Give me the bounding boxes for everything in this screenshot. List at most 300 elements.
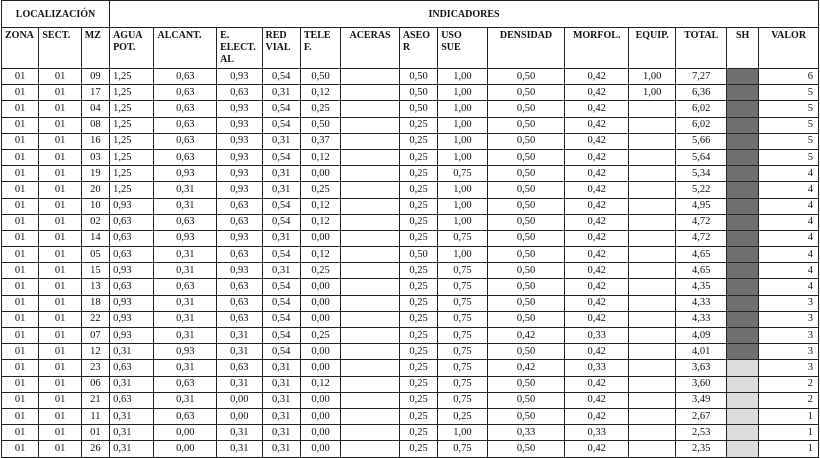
cell-agua: 0,63 [110, 230, 154, 246]
cell-telef: 0,50 [300, 69, 340, 85]
cell-valor: 3 [759, 295, 819, 311]
cell-uso: 1,00 [438, 214, 487, 230]
cell-agua: 0,31 [110, 441, 154, 457]
cell-red: 0,31 [262, 408, 300, 424]
group-header-localizacion: LOCALIZACIÓN [2, 1, 110, 28]
cell-uso: 1,00 [438, 149, 487, 165]
cell-aceras [341, 328, 400, 344]
cell-equip [629, 247, 676, 263]
cell-zona: 01 [2, 182, 39, 198]
column-header: ASEO R [399, 28, 437, 69]
cell-mz: 23 [81, 360, 109, 376]
cell-aceras [341, 117, 400, 133]
cell-total: 5,22 [676, 182, 726, 198]
cell-sect: 01 [39, 376, 81, 392]
cell-aseo: 0,50 [399, 69, 437, 85]
cell-mz: 12 [81, 344, 109, 360]
cell-total: 4,72 [676, 230, 726, 246]
cell-dens: 0,50 [487, 408, 565, 424]
table-body [2, 69, 819, 458]
cell-total: 2,53 [676, 425, 726, 441]
cell-alcant: 0,63 [154, 69, 217, 85]
cell-equip [629, 117, 676, 133]
cell-agua: 0,31 [110, 408, 154, 424]
cell-elect: 0,93 [217, 149, 262, 165]
indicator-table [1, 0, 819, 458]
cell-alcant: 0,63 [154, 279, 217, 295]
sh-cell [726, 295, 758, 311]
cell-total: 4,01 [676, 344, 726, 360]
cell-agua: 1,25 [110, 69, 154, 85]
cell-equip [629, 441, 676, 457]
cell-zona: 01 [2, 166, 39, 182]
cell-telef: 0,12 [300, 198, 340, 214]
cell-agua: 0,63 [110, 392, 154, 408]
sh-cell [726, 101, 758, 117]
cell-agua: 1,25 [110, 85, 154, 101]
cell-valor: 4 [759, 247, 819, 263]
sh-cell [726, 247, 758, 263]
cell-uso: 1,00 [438, 182, 487, 198]
cell-mz: 01 [81, 425, 109, 441]
cell-aceras [341, 214, 400, 230]
cell-aceras [341, 408, 400, 424]
cell-aceras [341, 69, 400, 85]
cell-valor: 1 [759, 441, 819, 457]
cell-dens: 0,50 [487, 295, 565, 311]
cell-red: 0,31 [262, 166, 300, 182]
cell-elect: 0,63 [217, 295, 262, 311]
cell-equip [629, 376, 676, 392]
cell-zona: 01 [2, 198, 39, 214]
cell-sect: 01 [39, 311, 81, 327]
cell-telef: 0,50 [300, 117, 340, 133]
cell-alcant: 0,63 [154, 117, 217, 133]
cell-elect: 0,93 [217, 101, 262, 117]
column-header-row [2, 28, 819, 69]
cell-aseo: 0,25 [399, 295, 437, 311]
cell-mz: 13 [81, 279, 109, 295]
cell-mz: 18 [81, 295, 109, 311]
cell-aseo: 0,25 [399, 360, 437, 376]
cell-agua: 1,25 [110, 149, 154, 165]
cell-morf: 0,42 [565, 376, 629, 392]
cell-red: 0,54 [262, 117, 300, 133]
cell-sect: 01 [39, 247, 81, 263]
cell-zona: 01 [2, 247, 39, 263]
cell-sect: 01 [39, 149, 81, 165]
cell-agua: 0,63 [110, 360, 154, 376]
cell-red: 0,54 [262, 247, 300, 263]
cell-dens: 0,33 [487, 425, 565, 441]
sh-cell [726, 311, 758, 327]
column-header: ZONA [2, 28, 39, 69]
cell-equip [629, 166, 676, 182]
cell-alcant: 0,31 [154, 311, 217, 327]
group-header-indicadores: INDICADORES [110, 1, 819, 28]
cell-morf: 0,42 [565, 117, 629, 133]
cell-telef: 0,00 [300, 360, 340, 376]
cell-sect: 01 [39, 263, 81, 279]
cell-aceras [341, 295, 400, 311]
cell-elect: 0,31 [217, 376, 262, 392]
cell-uso: 1,00 [438, 117, 487, 133]
sh-cell [726, 230, 758, 246]
cell-alcant: 0,93 [154, 344, 217, 360]
cell-mz: 22 [81, 311, 109, 327]
cell-dens: 0,50 [487, 117, 565, 133]
cell-equip [629, 360, 676, 376]
cell-alcant: 0,63 [154, 133, 217, 149]
cell-valor: 5 [759, 133, 819, 149]
cell-valor: 5 [759, 117, 819, 133]
cell-dens: 0,50 [487, 85, 565, 101]
table-row [2, 360, 819, 376]
cell-agua: 0,93 [110, 311, 154, 327]
cell-red: 0,31 [262, 360, 300, 376]
cell-alcant: 0,63 [154, 149, 217, 165]
cell-equip [629, 182, 676, 198]
cell-valor: 5 [759, 101, 819, 117]
cell-alcant: 0,31 [154, 198, 217, 214]
cell-red: 0,31 [262, 182, 300, 198]
column-header: TELE F. [300, 28, 340, 69]
cell-elect: 0,63 [217, 360, 262, 376]
cell-equip [629, 198, 676, 214]
cell-sect: 01 [39, 408, 81, 424]
cell-valor: 3 [759, 311, 819, 327]
cell-zona: 01 [2, 69, 39, 85]
column-header: VALOR [759, 28, 819, 69]
cell-total: 4,33 [676, 311, 726, 327]
cell-red: 0,31 [262, 133, 300, 149]
sh-cell [726, 279, 758, 295]
cell-valor: 4 [759, 263, 819, 279]
cell-dens: 0,50 [487, 182, 565, 198]
cell-uso: 1,00 [438, 198, 487, 214]
cell-total: 4,95 [676, 198, 726, 214]
cell-morf: 0,42 [565, 149, 629, 165]
cell-aseo: 0,25 [399, 328, 437, 344]
cell-telef: 0,12 [300, 376, 340, 392]
table-row [2, 117, 819, 133]
cell-dens: 0,50 [487, 344, 565, 360]
cell-sect: 01 [39, 392, 81, 408]
cell-zona: 01 [2, 360, 39, 376]
cell-alcant: 0,31 [154, 328, 217, 344]
cell-aseo: 0,25 [399, 408, 437, 424]
table-row [2, 85, 819, 101]
cell-red: 0,54 [262, 198, 300, 214]
cell-sect: 01 [39, 425, 81, 441]
cell-aseo: 0,25 [399, 441, 437, 457]
cell-total: 2,67 [676, 408, 726, 424]
cell-valor: 3 [759, 344, 819, 360]
cell-red: 0,31 [262, 376, 300, 392]
cell-red: 0,31 [262, 230, 300, 246]
cell-elect: 0,63 [217, 311, 262, 327]
cell-valor: 4 [759, 230, 819, 246]
cell-alcant: 0,31 [154, 182, 217, 198]
cell-aseo: 0,25 [399, 344, 437, 360]
cell-zona: 01 [2, 149, 39, 165]
table-row [2, 214, 819, 230]
cell-total: 6,02 [676, 117, 726, 133]
cell-dens: 0,50 [487, 376, 565, 392]
sh-cell [726, 214, 758, 230]
cell-dens: 0,50 [487, 263, 565, 279]
cell-morf: 0,42 [565, 295, 629, 311]
cell-mz: 08 [81, 117, 109, 133]
cell-dens: 0,50 [487, 198, 565, 214]
cell-equip [629, 425, 676, 441]
column-header: TOTAL [676, 28, 726, 69]
cell-zona: 01 [2, 295, 39, 311]
cell-aceras [341, 198, 400, 214]
cell-agua: 0,93 [110, 198, 154, 214]
column-header: RED VIAL [262, 28, 300, 69]
cell-elect: 0,31 [217, 344, 262, 360]
cell-elect: 0,93 [217, 263, 262, 279]
cell-equip: 1,00 [629, 69, 676, 85]
cell-dens: 0,50 [487, 69, 565, 85]
sh-cell [726, 376, 758, 392]
sh-cell [726, 328, 758, 344]
cell-mz: 26 [81, 441, 109, 457]
cell-aceras [341, 441, 400, 457]
cell-valor: 3 [759, 360, 819, 376]
cell-equip [629, 295, 676, 311]
cell-telef: 0,00 [300, 441, 340, 457]
cell-morf: 0,42 [565, 408, 629, 424]
cell-mz: 03 [81, 149, 109, 165]
cell-alcant: 0,31 [154, 392, 217, 408]
cell-uso: 1,00 [438, 425, 487, 441]
cell-sect: 01 [39, 69, 81, 85]
cell-aceras [341, 166, 400, 182]
cell-aseo: 0,50 [399, 85, 437, 101]
cell-agua: 1,25 [110, 101, 154, 117]
cell-alcant: 0,31 [154, 295, 217, 311]
cell-elect: 0,63 [217, 279, 262, 295]
cell-valor: 4 [759, 182, 819, 198]
cell-aceras [341, 344, 400, 360]
cell-red: 0,54 [262, 69, 300, 85]
cell-red: 0,54 [262, 295, 300, 311]
cell-elect: 0,93 [217, 182, 262, 198]
cell-zona: 01 [2, 425, 39, 441]
cell-mz: 02 [81, 214, 109, 230]
cell-morf: 0,42 [565, 392, 629, 408]
column-header: ALCANT. [154, 28, 217, 69]
cell-sect: 01 [39, 198, 81, 214]
cell-morf: 0,42 [565, 247, 629, 263]
sh-cell [726, 166, 758, 182]
cell-valor: 6 [759, 69, 819, 85]
cell-red: 0,31 [262, 425, 300, 441]
cell-sect: 01 [39, 166, 81, 182]
cell-equip [629, 311, 676, 327]
table-row [2, 198, 819, 214]
cell-equip [629, 230, 676, 246]
cell-dens: 0,50 [487, 392, 565, 408]
cell-morf: 0,42 [565, 311, 629, 327]
cell-morf: 0,42 [565, 198, 629, 214]
cell-total: 7,27 [676, 69, 726, 85]
cell-telef: 0,00 [300, 279, 340, 295]
cell-aseo: 0,25 [399, 198, 437, 214]
column-header: ACERAS [341, 28, 400, 69]
cell-dens: 0,42 [487, 360, 565, 376]
cell-equip [629, 133, 676, 149]
cell-uso: 1,00 [438, 85, 487, 101]
cell-uso: 0,75 [438, 392, 487, 408]
cell-uso: 0,75 [438, 441, 487, 457]
cell-telef: 0,12 [300, 85, 340, 101]
cell-total: 3,60 [676, 376, 726, 392]
cell-agua: 1,25 [110, 166, 154, 182]
column-header: MZ [81, 28, 109, 69]
cell-zona: 01 [2, 408, 39, 424]
cell-total: 6,36 [676, 85, 726, 101]
cell-agua: 1,25 [110, 182, 154, 198]
cell-morf: 0,42 [565, 214, 629, 230]
cell-aceras [341, 149, 400, 165]
cell-aseo: 0,25 [399, 425, 437, 441]
cell-alcant: 0,31 [154, 263, 217, 279]
cell-total: 5,34 [676, 166, 726, 182]
cell-morf: 0,42 [565, 133, 629, 149]
table-row [2, 328, 819, 344]
cell-morf: 0,33 [565, 425, 629, 441]
cell-uso: 0,75 [438, 344, 487, 360]
cell-sect: 01 [39, 279, 81, 295]
cell-aseo: 0,50 [399, 247, 437, 263]
cell-telef: 0,12 [300, 149, 340, 165]
cell-aceras [341, 263, 400, 279]
cell-aceras [341, 360, 400, 376]
column-header: AGUA POT. [110, 28, 154, 69]
table-row [2, 425, 819, 441]
cell-elect: 0,00 [217, 392, 262, 408]
table-row [2, 133, 819, 149]
cell-morf: 0,42 [565, 230, 629, 246]
cell-red: 0,54 [262, 279, 300, 295]
cell-total: 4,65 [676, 263, 726, 279]
cell-valor: 2 [759, 376, 819, 392]
cell-zona: 01 [2, 117, 39, 133]
table-row [2, 101, 819, 117]
cell-total: 4,09 [676, 328, 726, 344]
cell-mz: 09 [81, 69, 109, 85]
table-row [2, 166, 819, 182]
cell-aseo: 0,25 [399, 149, 437, 165]
cell-agua: 0,63 [110, 214, 154, 230]
cell-dens: 0,50 [487, 247, 565, 263]
cell-valor: 5 [759, 85, 819, 101]
cell-dens: 0,50 [487, 149, 565, 165]
cell-zona: 01 [2, 133, 39, 149]
sh-cell [726, 425, 758, 441]
cell-telef: 0,00 [300, 230, 340, 246]
cell-morf: 0,42 [565, 279, 629, 295]
sh-cell [726, 149, 758, 165]
cell-valor: 1 [759, 408, 819, 424]
cell-aseo: 0,25 [399, 214, 437, 230]
cell-aceras [341, 279, 400, 295]
cell-valor: 3 [759, 328, 819, 344]
cell-uso: 0,75 [438, 279, 487, 295]
cell-dens: 0,50 [487, 214, 565, 230]
cell-alcant: 0,00 [154, 441, 217, 457]
cell-mz: 11 [81, 408, 109, 424]
cell-alcant: 0,63 [154, 85, 217, 101]
cell-telef: 0,37 [300, 133, 340, 149]
cell-telef: 0,25 [300, 328, 340, 344]
cell-equip [629, 392, 676, 408]
cell-elect: 0,31 [217, 425, 262, 441]
cell-agua: 0,31 [110, 425, 154, 441]
sh-cell [726, 85, 758, 101]
cell-valor: 4 [759, 214, 819, 230]
column-header: E. ELECT. AL [217, 28, 262, 69]
cell-telef: 0,25 [300, 263, 340, 279]
cell-red: 0,31 [262, 392, 300, 408]
cell-sect: 01 [39, 230, 81, 246]
cell-aceras [341, 376, 400, 392]
cell-agua: 0,63 [110, 247, 154, 263]
cell-alcant: 0,31 [154, 360, 217, 376]
sh-cell [726, 408, 758, 424]
cell-elect: 0,31 [217, 441, 262, 457]
cell-aceras [341, 182, 400, 198]
cell-sect: 01 [39, 360, 81, 376]
sh-cell [726, 117, 758, 133]
cell-dens: 0,50 [487, 101, 565, 117]
cell-aseo: 0,25 [399, 133, 437, 149]
cell-valor: 2 [759, 392, 819, 408]
cell-red: 0,54 [262, 101, 300, 117]
cell-mz: 14 [81, 230, 109, 246]
cell-zona: 01 [2, 441, 39, 457]
cell-aceras [341, 392, 400, 408]
cell-morf: 0,42 [565, 344, 629, 360]
cell-alcant: 0,63 [154, 214, 217, 230]
cell-aseo: 0,25 [399, 279, 437, 295]
cell-valor: 5 [759, 149, 819, 165]
cell-dens: 0,42 [487, 328, 565, 344]
cell-uso: 0,75 [438, 360, 487, 376]
cell-mz: 10 [81, 198, 109, 214]
cell-telef: 0,00 [300, 166, 340, 182]
cell-uso: 0,25 [438, 408, 487, 424]
cell-elect: 0,31 [217, 328, 262, 344]
sh-cell [726, 360, 758, 376]
cell-telef: 0,00 [300, 392, 340, 408]
cell-elect: 0,93 [217, 133, 262, 149]
cell-alcant: 0,93 [154, 230, 217, 246]
cell-aceras [341, 425, 400, 441]
cell-elect: 0,63 [217, 198, 262, 214]
cell-zona: 01 [2, 328, 39, 344]
cell-zona: 01 [2, 85, 39, 101]
cell-equip [629, 408, 676, 424]
cell-elect: 0,63 [217, 214, 262, 230]
cell-equip [629, 214, 676, 230]
cell-mz: 05 [81, 247, 109, 263]
cell-sect: 01 [39, 182, 81, 198]
cell-red: 0,31 [262, 441, 300, 457]
